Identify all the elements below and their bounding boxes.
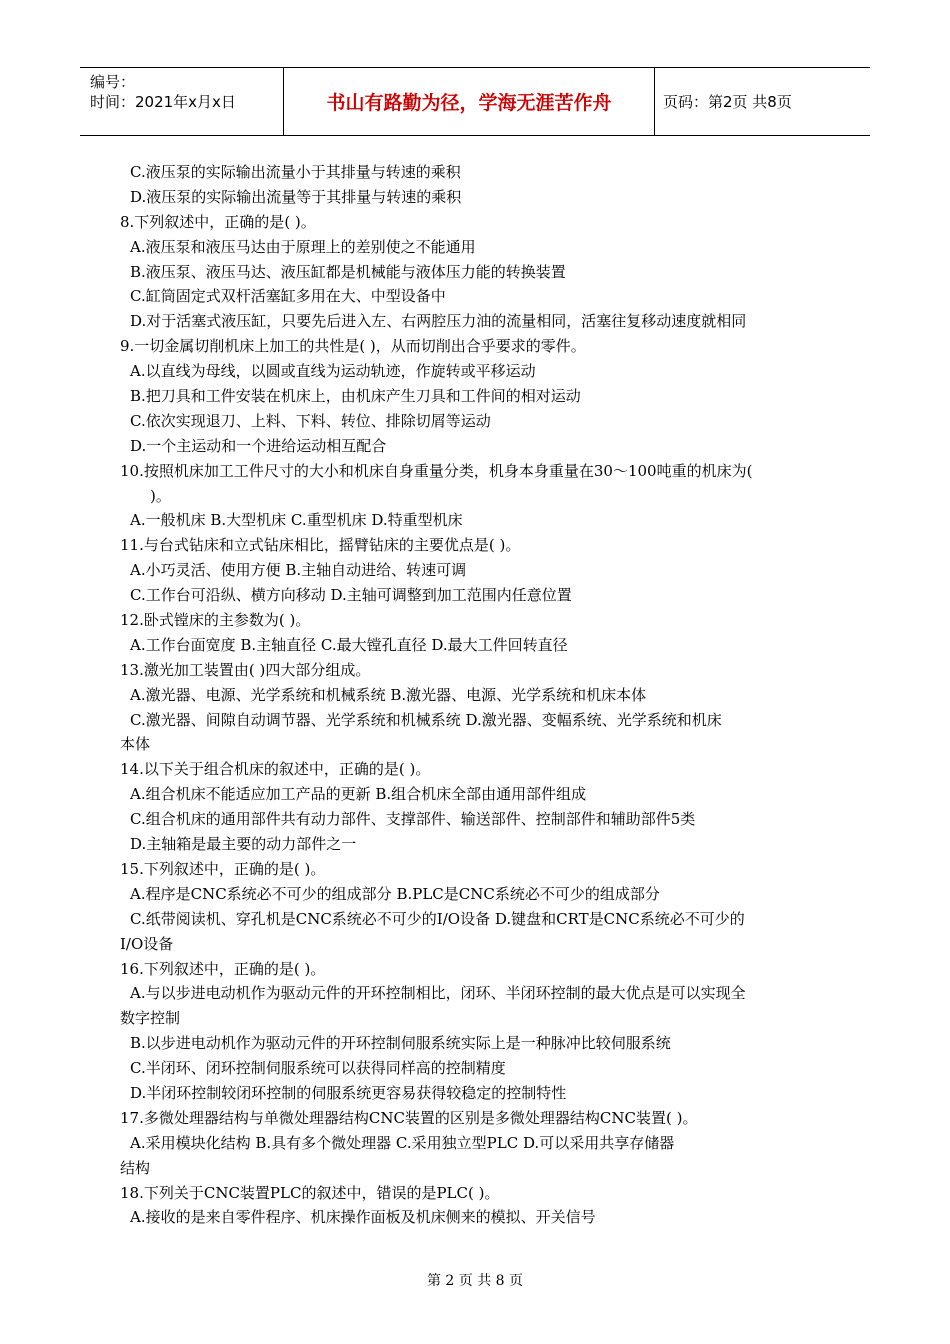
question-line: 14.以下关于组合机床的叙述中，正确的是( )。 [120,760,431,779]
header-motto: 书山有路勤为径，学海无涯苦作舟 [326,92,612,114]
header-divider [283,68,284,135]
answer-option-line: A.接收的是来自零件程序、机床操作面板及机床侧来的模拟、开关信号 [130,1208,596,1227]
answer-option-line: D.对于活塞式液压缸，只要先后进入左、右两腔压力油的流量相同，活塞往复移动速度就相同 [130,312,747,331]
answer-option-line: A.与以步进电动机作为驱动元件的开环控制相比，闭环、半闭环控制的最大优点是可以实现全 [130,984,746,1003]
answer-option-line: C.依次实现退刀、上料、下料、转位、排除切屑等运动 [130,411,491,430]
answer-option-line: B.以步进电动机作为驱动元件的开环控制伺服系统实际上是一种脉冲比较伺服系统 [130,1034,671,1053]
answer-option-line: A.以直线为母线，以圆或直线为运动轨迹，作旋转或平移运动 [130,362,536,381]
question-line: 13.激光加工装置由( )四大部分组成。 [120,660,371,679]
answer-option-line: D.主轴箱是最主要的动力部件之一 [130,835,357,854]
question-line: I/O设备 [120,934,174,953]
answer-option-line: B.把刀具和工件安装在机床上，由机床产生刀具和工件间的相对运动 [130,387,581,406]
question-line: 8.下列叙述中，正确的是( )。 [120,212,316,231]
answer-option-line: A.小巧灵活、使用方便 B.主轴自动进给、转速可调 [130,561,467,580]
page-header [80,67,870,136]
answer-option-line: D.液压泵的实际输出流量等于其排量与转速的乘积 [130,187,462,206]
document-number-label: 编号： [90,73,136,91]
answer-option-line: A.激光器、电源、光学系统和机械系统 B.激光器、电源、光学系统和机床本体 [130,685,647,704]
question-line: 11.与台式钻床和立式钻床相比，摇臂钻床的主要优点是( )。 [120,536,521,555]
answer-option-line: C.纸带阅读机、穿孔机是CNC系统必不可少的I/O设备 D.键盘和CRT是CNC系统必不可少的 [130,909,745,928]
question-line: 数字控制 [120,1009,181,1028]
page-footer: 第 2 页 共 8 页 [426,1273,524,1289]
document-time-label: 时间：2021年x月x日 [90,93,236,111]
answer-option-line: C.组合机床的通用部件共有动力部件、支撑部件、输送部件、控制部件和辅助部件5类 [130,810,696,829]
question-line: 15.下列叙述中，正确的是( )。 [120,859,326,878]
question-line: 10.按照机床加工工件尺寸的大小和机床自身重量分类，机身本身重量在30～100吨重的机床为( [120,461,753,480]
answer-option-line: C.液压泵的实际输出流量小于其排量与转速的乘积 [130,163,461,181]
answer-option-line: A.工作台面宽度 B.主轴直径 C.最大镗孔直径 D.最大工件回转直径 [130,635,568,654]
document-body [120,160,832,1230]
answer-option-line: A.一般机床 B.大型机床 C.重型机床 D.特重型机床 [130,511,463,530]
header-page-number: 页码：第2页 共8页 [663,93,792,111]
question-line: )。 [150,486,171,505]
question-line: 16.下列叙述中，正确的是( )。 [120,959,326,978]
answer-option-line: A.液压泵和液压马达由于原理上的差别使之不能通用 [130,237,476,256]
question-line: 本体 [120,735,151,754]
answer-option-line: C.激光器、间隙自动调节器、光学系统和机械系统 D.激光器、变幅系统、光学系统和机床 [130,710,722,729]
answer-option-line: A.程序是CNC系统必不可少的组成部分 B.PLC是CNC系统必不可少的组成部分 [130,884,660,903]
question-line: 结构 [120,1158,151,1177]
answer-option-line: C.工作台可沿纵、横方向移动 D.主轴可调整到加工范围内任意位置 [130,586,572,605]
question-line: 18.下列关于CNC装置PLC的叙述中，错误的是PLC( )。 [120,1183,500,1202]
question-line: 12.卧式镗床的主参数为( )。 [120,611,311,630]
header-meta [90,72,280,112]
answer-option-line: A.采用模块化结构 B.具有多个微处理器 C.采用独立型PLC D.可以采用共享存储器 [130,1133,675,1152]
answer-option-line: B.液压泵、液压马达、液压缸都是机械能与液体压力能的转换装置 [130,262,566,281]
answer-option-line: D.半闭环控制较闭环控制的伺服系统更容易获得较稳定的控制特性 [130,1083,567,1102]
answer-option-line: A.组合机床不能适应加工产品的更新 B.组合机床全部由通用部件组成 [130,785,587,804]
question-line: 17.多微处理器结构与单微处理器结构CNC装置的区别是多微处理器结构CNC装置( )。 [120,1108,698,1127]
answer-option-line: C.半闭环、闭环控制伺服系统可以获得同样高的控制精度 [130,1059,506,1078]
answer-option-line: D.一个主运动和一个进给运动相互配合 [130,436,387,455]
question-line: 9.一切金属切削机床上加工的共性是( )，从而切削出合乎要求的零件。 [120,337,586,356]
header-divider [654,68,655,135]
answer-option-line: C.缸筒固定式双杆活塞缸多用在大、中型设备中 [130,287,446,306]
